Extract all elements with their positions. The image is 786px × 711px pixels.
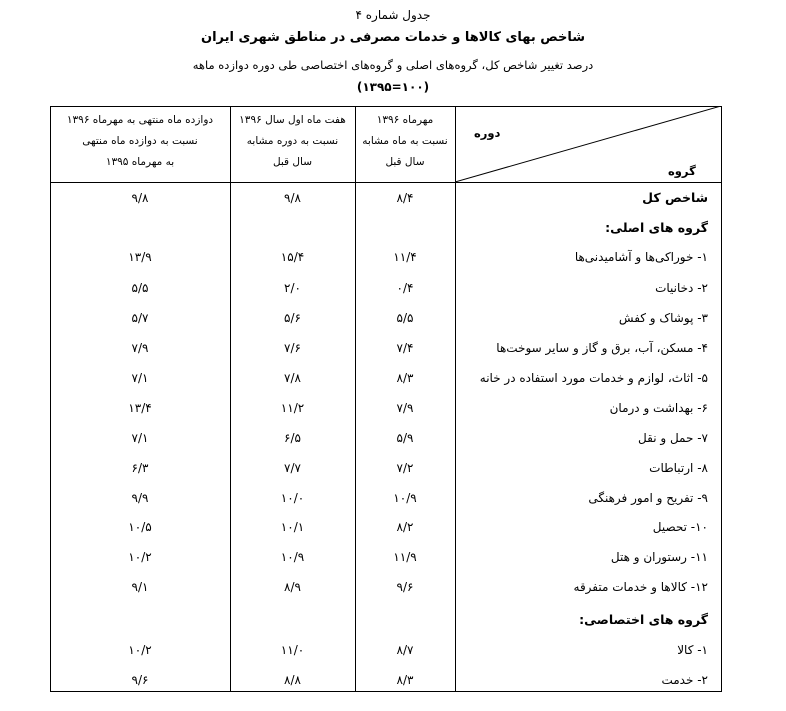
value-twelve-months: ۹/۹ <box>131 491 149 505</box>
value-seven-months: ۹/۸ <box>284 191 301 205</box>
value-month: ۷/۲ <box>396 461 414 475</box>
value-twelve-months: ۱۰/۲ <box>128 643 152 657</box>
value-twelve-months: ۱۳/۹ <box>128 250 152 264</box>
column-header-line: به مهرماه ۱۳۹۵ <box>105 156 175 168</box>
value-month: ۷/۹ <box>396 401 414 415</box>
table-row <box>50 336 722 360</box>
row-label: ۱۲- کالاها و خدمات متفرقه <box>573 580 708 594</box>
row-label: ۱۱- رستوران و هتل <box>610 550 708 564</box>
value-twelve-months: ۱۰/۵ <box>128 520 152 534</box>
value-seven-months: ۱۱/۲ <box>280 401 305 415</box>
value-seven-months: ۸/۸ <box>284 673 301 687</box>
column-header-seven-months <box>230 110 355 173</box>
value-twelve-months: ۵/۷ <box>131 311 149 325</box>
value-seven-months: ۲/۰ <box>284 281 301 295</box>
value-seven-months: ۵/۶ <box>284 311 301 325</box>
table-row <box>50 426 722 450</box>
value-seven-months: ۱۰/۹ <box>280 550 305 564</box>
value-seven-months: ۱۵/۴ <box>280 250 305 264</box>
value-month: ۸/۳ <box>396 371 414 385</box>
table-row <box>50 545 722 569</box>
value-seven-months: ۸/۹ <box>284 580 301 594</box>
row-label: ۷- حمل و نقل <box>638 431 708 445</box>
table-row <box>50 216 722 240</box>
column-header-line: دوازده ماه منتهی به مهرماه ۱۳۹۶ <box>66 114 214 126</box>
value-twelve-months: ۵/۵ <box>131 281 149 295</box>
table-row <box>50 486 722 510</box>
table-subtitle: درصد تغییر شاخص کل، گروه‌های اصلی و گروه‌های اختصاصی طی دوره دوازده ماهه <box>192 58 594 72</box>
value-seven-months: ۱۰/۱ <box>280 520 305 534</box>
value-month: ۵/۹ <box>396 431 414 445</box>
value-seven-months: ۶/۵ <box>284 431 301 445</box>
row-label: ۳- پوشاک و کفش <box>618 311 708 325</box>
value-month: ۱۰/۹ <box>393 491 417 505</box>
row-label: ۵- اثاث، لوازم و خدمات مورد استفاده در خانه <box>479 371 708 385</box>
row-label: ۱- کالا <box>677 643 708 657</box>
row-label: ۲- دخانیات <box>655 281 708 295</box>
table-row <box>50 638 722 662</box>
value-twelve-months: ۷/۹ <box>131 341 149 355</box>
value-twelve-months: ۹/۶ <box>131 673 149 687</box>
column-header-line: مهرماه ۱۳۹۶ <box>376 114 434 126</box>
row-label: گروه های اختصاصی: <box>579 612 708 627</box>
base-year-note: (۱۳۹۵=۱۰۰) <box>356 80 430 94</box>
table-row <box>50 186 722 210</box>
value-month: ۵/۵ <box>396 311 414 325</box>
table-row <box>50 668 722 692</box>
value-twelve-months: ۷/۱ <box>131 371 149 385</box>
value-twelve-months: ۷/۱ <box>131 431 149 445</box>
value-month: ۹/۶ <box>396 580 414 594</box>
table-row <box>50 456 722 480</box>
row-label: شاخص کل <box>642 190 708 205</box>
table-title: شاخص بهای کالاها و خدمات مصرفی در مناطق شهری ایران <box>200 30 586 45</box>
table-row <box>50 608 722 632</box>
value-month: ۷/۴ <box>396 341 414 355</box>
value-twelve-months: ۹/۸ <box>131 191 149 205</box>
table-row <box>50 245 722 269</box>
column-header-month <box>355 110 455 173</box>
value-seven-months: ۷/۷ <box>284 461 301 475</box>
value-seven-months: ۱۱/۰ <box>280 643 305 657</box>
value-month: ۸/۲ <box>396 520 414 534</box>
row-label: گروه های اصلی: <box>605 220 708 235</box>
value-month: ۸/۴ <box>396 191 414 205</box>
value-month: ۱۱/۹ <box>393 550 417 564</box>
column-header-line: نسبت به ماه مشابه <box>362 135 448 147</box>
row-label: ۶- بهداشت و درمان <box>609 401 708 415</box>
group-header-label: گروه <box>668 164 696 178</box>
value-seven-months: ۱۰/۰ <box>280 491 305 505</box>
header-divider <box>50 182 722 183</box>
table-row <box>50 366 722 390</box>
row-label: ۸- ارتباطات <box>649 461 708 475</box>
value-month: ۸/۷ <box>396 643 414 657</box>
table-number: جدول شماره ۴ <box>355 8 431 22</box>
value-twelve-months: ۱۳/۴ <box>128 401 152 415</box>
value-month: ۰/۴ <box>396 281 414 295</box>
table-row <box>50 575 722 599</box>
column-header-twelve-months <box>50 110 230 173</box>
table-row <box>50 396 722 420</box>
row-label: ۹- تفریح و امور فرهنگی <box>588 491 708 505</box>
value-twelve-months: ۱۰/۲ <box>128 550 152 564</box>
value-twelve-months: ۶/۳ <box>131 461 149 475</box>
column-header-line: سال قبل <box>385 156 425 168</box>
value-twelve-months: ۹/۱ <box>131 580 149 594</box>
row-label: ۴- مسکن، آب، برق و گاز و سایر سوخت‌ها <box>496 341 708 355</box>
table-row <box>50 306 722 330</box>
column-header-line: هفت ماه اول سال ۱۳۹۶ <box>239 114 346 126</box>
column-header-line: نسبت به دوازده ماه منتهی <box>82 135 198 147</box>
column-header-line: نسبت به دوره مشابه <box>246 135 339 147</box>
value-seven-months: ۷/۶ <box>284 341 301 355</box>
table-row <box>50 276 722 300</box>
table-row <box>50 515 722 539</box>
row-label: ۱۰- تحصیل <box>652 520 708 534</box>
value-month: ۱۱/۴ <box>393 250 417 264</box>
value-seven-months: ۷/۸ <box>284 371 301 385</box>
row-label: ۲- خدمت <box>661 673 708 687</box>
value-month: ۸/۳ <box>396 673 414 687</box>
period-header-label: دوره <box>474 126 501 140</box>
column-header-line: سال قبل <box>272 156 313 168</box>
row-label: ۱- خوراکی‌ها و آشامیدنی‌ها <box>574 250 708 264</box>
